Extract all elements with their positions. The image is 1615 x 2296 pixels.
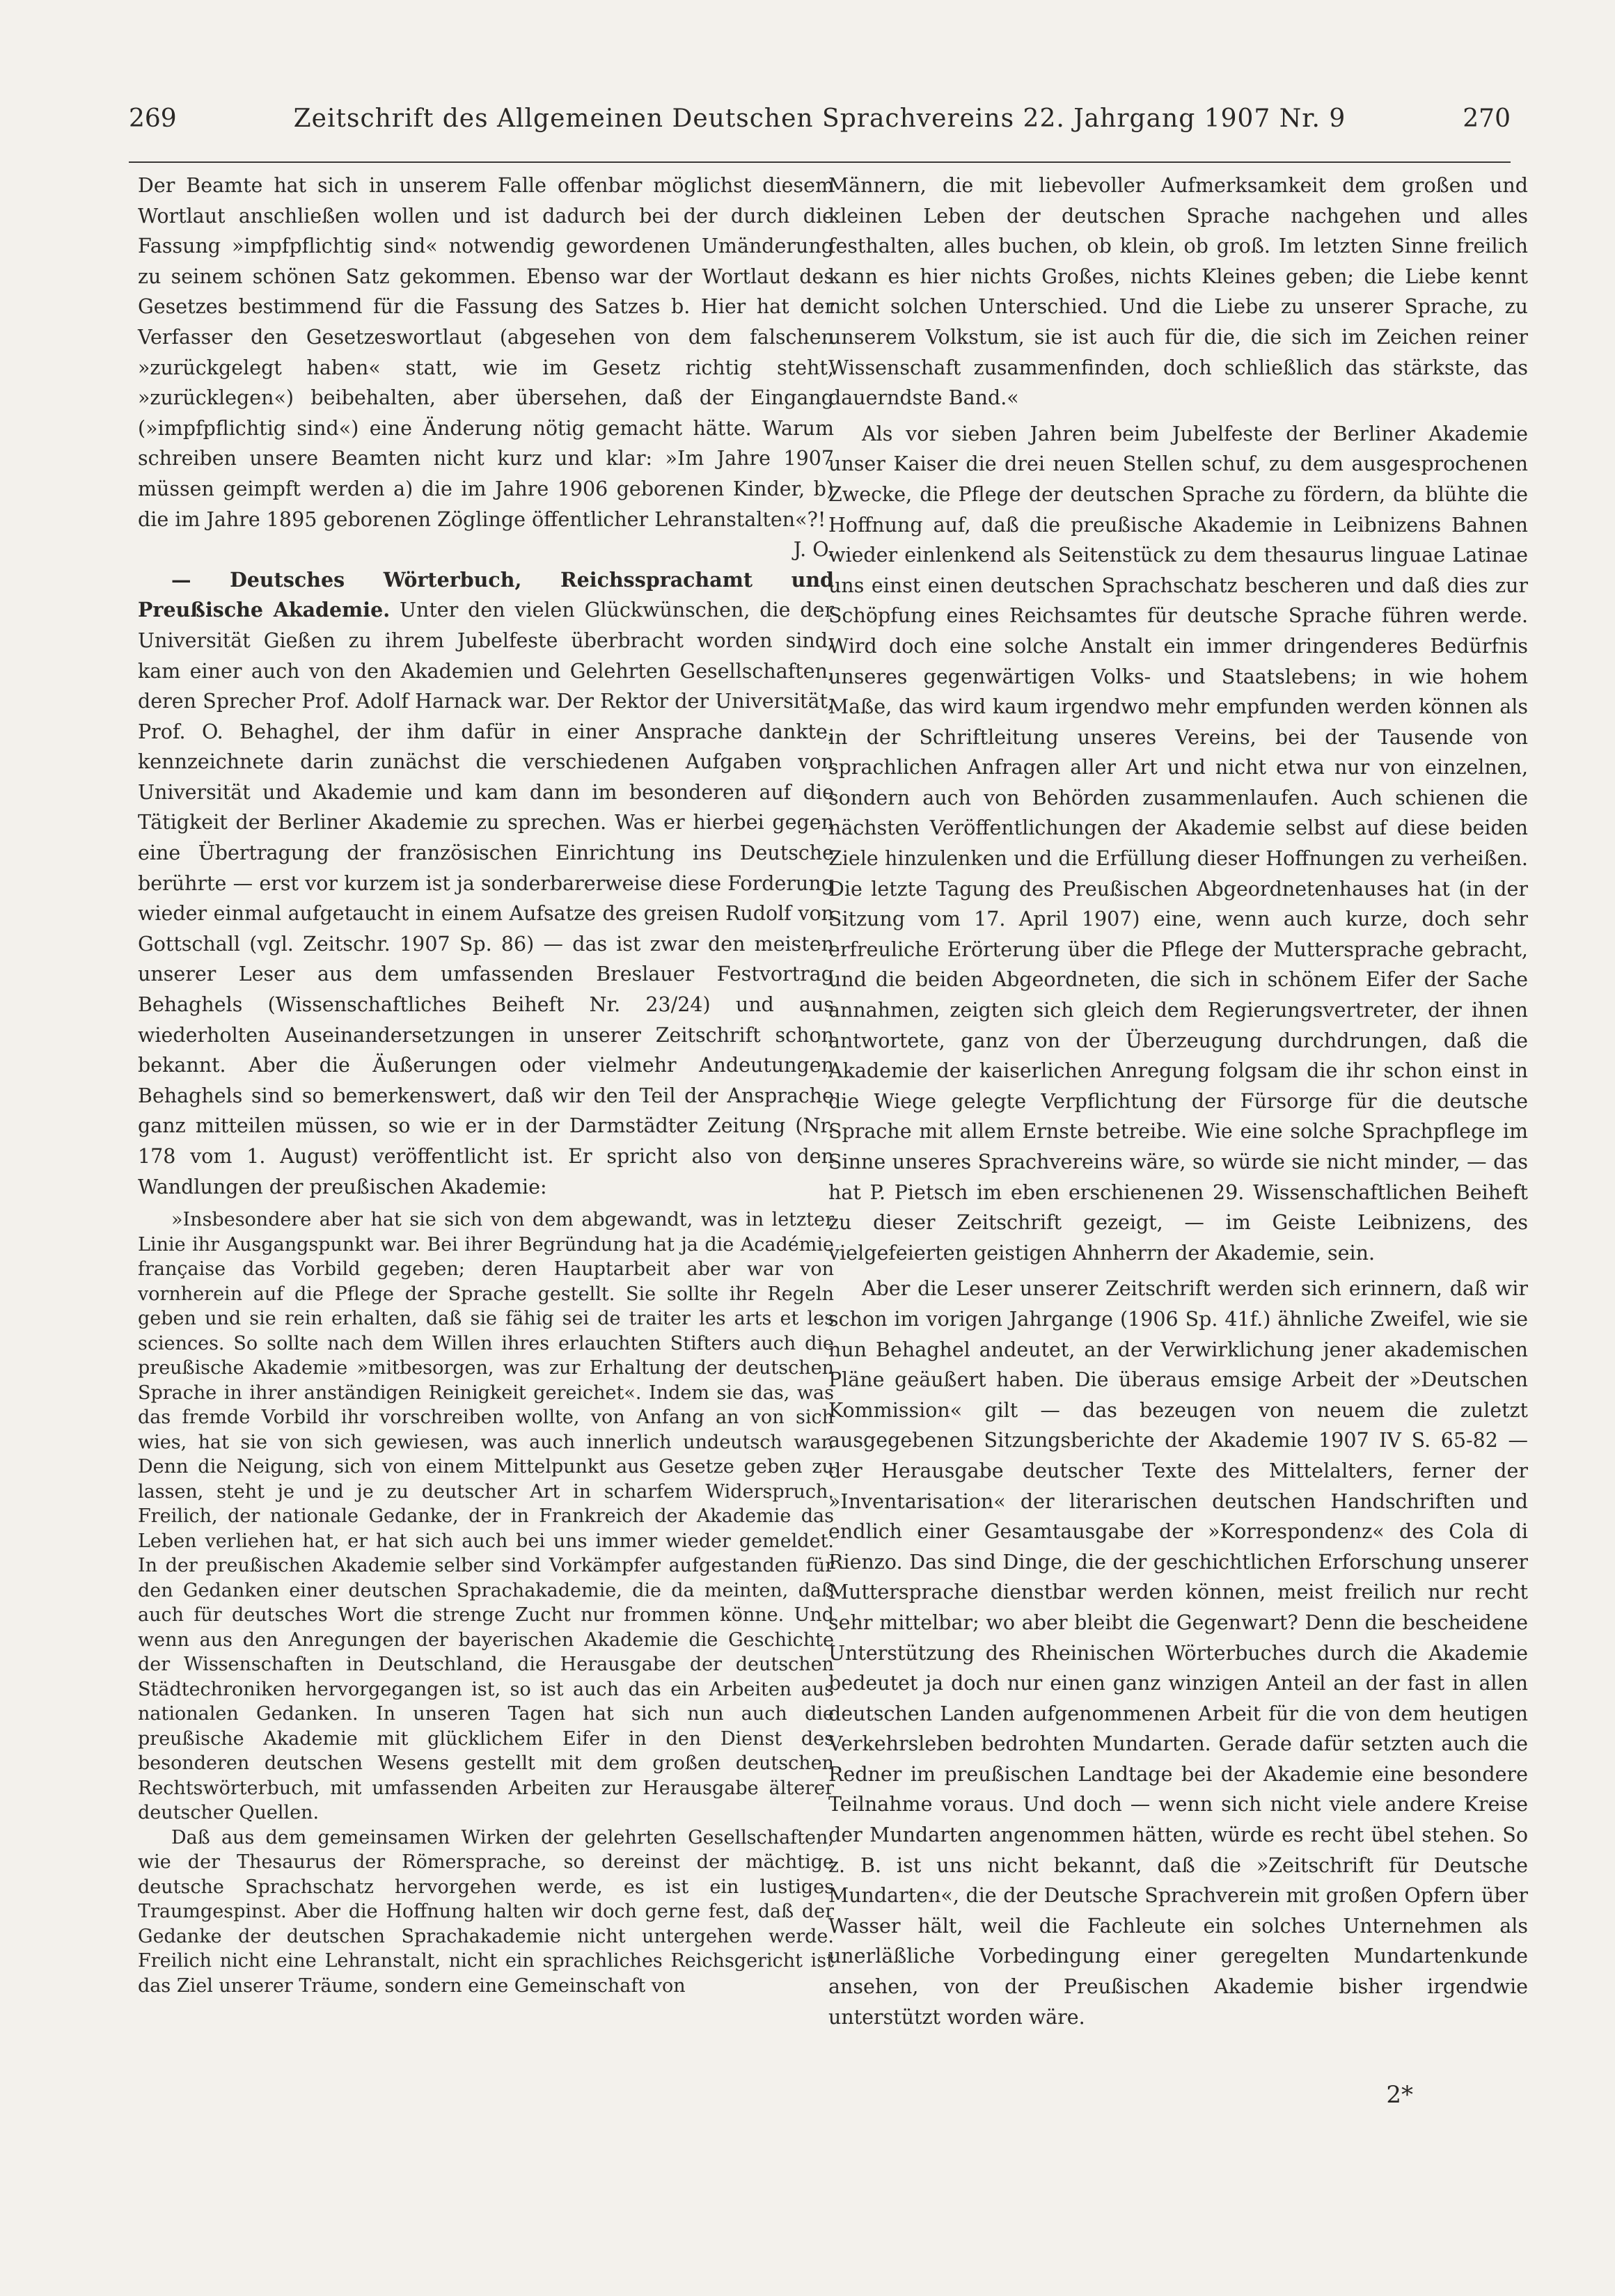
signature-line (138, 535, 834, 565)
quote-paragraph-1: »Insbesondere aber hat sie sich von dem abgewandt, was in letzter Linie ihr Ausgangspunkt war. Bei ihrer Begründung hat ja die Académie française das Vorbild gegeben; deren Hauptarbeit aber war von vornherein auf die Pflege der Sprache gestellt. Sie sollte ihr Regeln geben und sie rein erhalten, daß sie fähig sei de traiter les arts et les sciences. So sollte nach dem Willen ihres erlauchten Stifters auch die preußische Akademie »mitbesorgen, was zur Erhaltung der deutschen Sprache in ihrer anständigen Reinigkeit gereichet«. Indem sie das, was das fremde Vorbild ihr vorschreiben wollte, von Anfang an von sich wies, hat sie von sich gewiesen, was auch innerlich undeutsch war. Denn die Neigung, sich von einem Mittelpunkt aus Gesetze geben zu lassen, steht je und je zu deutscher Art in scharfem Widerspruch. Freilich, der nationale Gedanke, der in Frankreich der Akademie das Leben verliehen hat, er hat sich auch bei uns immer wieder gemeldet. In der preußischen Akademie selber sind Vorkämpfer aufgestanden für den Gedanken einer deutschen Sprachakademie, die da meinten, daß auch für deutsches Wort die strenge Zucht nur frommen könne. Und wenn aus den Anregungen der bayerischen Akademie die Geschichte der Wissenschaften in Deutschland, die Herausgabe der deutschen Städtechroniken hervorgegangen ist, so ist auch das ein Arbeiten aus nationalen Gedanken. In unseren Tagen hat sich nun auch die preußische Akademie mit glücklichem Eifer in den Dienst des besonderen deutschen Wesens gestellt mit dem großen deutschen Rechtswörterbuch, mit umfassenden Arbeiten zur Herausgabe älterer deutscher Quellen. (138, 1209, 834, 1824)
signature-mark: 2* (1386, 2081, 1413, 2109)
right-page-number: 270 (1463, 104, 1511, 133)
paragraph-kaiser: Als vor sieben Jahren beim Jubelfeste der Berliner Akademie unser Kaiser die drei neuen Stellen schuf, zu dem ausgesprochenen Zwecke, die Pflege der deutschen Sprache zu fördern, da blühte die Hoffnung auf, daß die preußische Akademie in Leibnizens Bahnen wieder einlenkend als Seitenstück zu dem thesaurus linguae Latinae uns einst einen deutschen Sprachschatz bescheren und daß dies zur Schöpfung eines Reichsamtes für deutsche Sprache führen werde. Wird doch eine solche Anstalt ein immer dringenderes Bedürfnis unseres gegenwärtigen Volks- und Staatslebens; in wie hohem Maße, das wird kaum irgendwo mehr empfunden werden können als in der Schriftleitung unseres Vereins, bei der Tausende von sprachlichen Anfragen aller Art und nicht etwa nur von einzelnen, sondern auch von Behörden zusammenlaufen. Auch schienen die nächsten Veröffentlichungen der Akademie selbst auf diese beiden Ziele hinzulenken und die Erfüllung dieser Hoffnungen zu verheißen. Die letzte Tagung des Preußischen Abgeordnetenhauses hat (in der Sitzung vom 17. April 1907) eine, wenn auch kurze, doch sehr erfreuliche Erörterung über die Pflege der Muttersprache gebracht, und die beiden Abgeordneten, die sich in schönem Eifer der Sache annahmen, zeigten sich gleich dem Regierungsvertreter, der ihnen antwortete, ganz von der Überzeugung durchdrungen, daß die Akademie der kaiserlichen Anregung folgsam die ihr schon einst in die Wiege gelegte Verpflichtung der Fürsorge für die deutsche Sprache mit allem Ernste betreibe. Wie eine solche Sprachpflege im Sinne unseres Sprachvereins wäre, so würde sie nicht minder, — das hat P. Pietsch im eben erschienenen 29. Wissenschaftlichen Beiheft zu dieser Zeitschrift gezeigt, — im Geiste Leibnizens, des vielgefeierten geistigen Ahnherrn der Akademie, sein. (828, 422, 1528, 1265)
quote-paragraph-2: Daß aus dem gemeinsamen Wirken der gelehrten Gesellschaften, wie der Thesaurus der Römersprache, so dereinst der mächtige deutsche Sprachschatz hervorgehen werde, es ist ein lustiges Traumgespinst. Aber die Hoffnung halten wir doch gerne fest, daß der Gedanke der deutschen Sprachakademie nicht untergehen werde. Freilich nicht eine Lehranstalt, nicht ein sprachliches Reichsgericht ist das Ziel unserer Träume, sondern eine Gemeinschaft von (138, 1826, 834, 1997)
right-column (828, 171, 1528, 2032)
section-text: Unter den vielen Glückwünschen, die der Universität Gießen zu ihrem Jubelfeste überbracht worden sind, kam einer auch von den Akademien und Gelehrten Gesellschaften, deren Sprecher Prof. Adolf Harnack war. Der Rektor der Universität, Prof. O. Behaghel, der ihm dafür in einer Ansprache dankte, kennzeichnete darin zunächst die verschiedenen Aufgaben von Universität und Akademie und kam dann im besonderen auf die Tätigkeit der Berliner Akademie zu sprechen. Was er hierbei gegen eine Übertragung der französischen Einrichtung ins Deutsche berührte — erst vor kurzem ist ja sonderbarerweise diese Forderung wieder einmal aufgetaucht in einem Aufsatze des greisen Rudolf von Gottschall (vgl. Zeitschr. 1907 Sp. 86) — das ist zwar den meisten unserer Leser aus dem umfassenden Breslauer Festvortrag Behaghels (Wissenschaftliches Beiheft Nr. 23/24) und aus wiederholten Auseinandersetzungen in unserer Zeitschrift schon bekannt. Aber die Äußerungen oder vielmehr Andeutungen Behaghels sind so bemerkenswert, daß wir den Teil der Ansprache ganz mitteilen müssen, so wie er in der Darmstädter Zeitung (Nr. 178 vom 1. August) veröffentlicht ist. Er spricht also von den Wandlungen der preußischen Akademie: (138, 599, 834, 1198)
author-initials: J. O. (793, 538, 834, 562)
quote-continuation: Männern, die mit liebevoller Aufmerksamkeit dem großen und kleinen Leben der deutschen Sprache nachgehen und alles festhalten, alles buchen, ob klein, ob groß. Im letzten Sinne freilich kann es hier nichts Großes, nichts Kleines geben; die Liebe kennt nicht solchen Unterschied. Und die Liebe zu unserer Sprache, zu unserem Volkstum, sie ist auch für die, die sich im Zeichen reiner Wissenschaft zusammenfinden, doch schließlich das stärkste, das dauerndste Band.« (828, 174, 1528, 410)
section-paragraph (138, 565, 834, 1202)
header-rule (129, 161, 1511, 163)
running-title: Zeitschrift des Allgemeinen Deutschen Sprachvereins 22. Jahrgang 1907 Nr. 9 (293, 104, 1346, 133)
section-heading: — Deutsches Wörterbuch, Reichssprachamt und Preußische Akademie. (138, 567, 834, 622)
left-page-number: 269 (129, 104, 177, 133)
page-header (129, 104, 1511, 146)
paragraph-impfpflicht: Der Beamte hat sich in unserem Falle offenbar möglichst diesem Wortlaut anschließen wollen und ist dadurch bei der durch die Fassung »impfpflichtig sind« notwendig gewordenen Umänderung zu seinem schönen Satz gekommen. Ebenso war der Wortlaut des Gesetzes bestimmend für die Fassung des Satzes b. Hier hat der Verfasser den Gesetzeswortlaut (abgesehen von dem falschen »zurückgelegt haben« statt, wie im Gesetz richtig steht, »zurücklegen«) beibehalten, aber übersehen, daß der Eingang (»impfpflichtig sind«) eine Änderung nötig gemacht hätte. Warum schreiben unsere Beamten nicht kurz und klar: »Im Jahre 1907 müssen geimpft werden a) die im Jahre 1906 geborenen Kinder, b) die im Jahre 1895 geborenen Zöglinge öffentlicher Lehranstalten«?! (138, 174, 834, 531)
paragraph-leser: Aber die Leser unserer Zeitschrift werden sich erinnern, daß wir schon im vorigen Jahrgange (1906 Sp. 41f.) ähnliche Zweifel, wie sie nun Behaghel andeutet, an der Verwirklichung jener akademischen Pläne geäußert haben. Die überaus emsige Arbeit der »Deutschen Kommission« gilt — das bezeugen von neuem die zuletzt ausgegebenen Sitzungsberichte der Akademie 1907 IV S. 65-82 — der Herausgabe deutscher Texte des Mittelalters, ferner der »Inventarisation« der literarischen deutschen Handschriften und endlich einer Gesamtausgabe der »Korrespondenz« des Cola di Rienzo. Das sind Dinge, die der geschichtlichen Erforschung unserer Muttersprache dienstbar werden können, meist freilich nur recht sehr mittelbar; wo aber bleibt die Gegenwart? Denn die bescheidene Unterstützung des Rheinischen Wörterbuches durch die Akademie bedeutet ja doch nur einen ganz winzigen Anteil an der fast in allen deutschen Landen aufgenommenen Arbeit für die von dem heutigen Verkehrsleben bedrohten Mundarten. Gerade dafür setzten auch die Redner im preußischen Landtage bei der Akademie eine besondere Teilnahme voraus. Und doch — wenn sich nicht viele andere Kreise der Mundarten angenommen hätten, würde es recht übel stehen. So z. B. ist uns nicht bekannt, daß die »Zeitschrift für Deutsche Mundarten«, die der Deutsche Sprachverein mit großen Opfern über Wasser hält, weil die Fachleute ein solches Unternehmen als unerläßliche Vorbedingung einer geregelten Mundartenkunde ansehen, von der Preußischen Akademie bisher irgendwie unterstützt worden wäre. (828, 1277, 1528, 2029)
left-column (138, 171, 834, 1998)
